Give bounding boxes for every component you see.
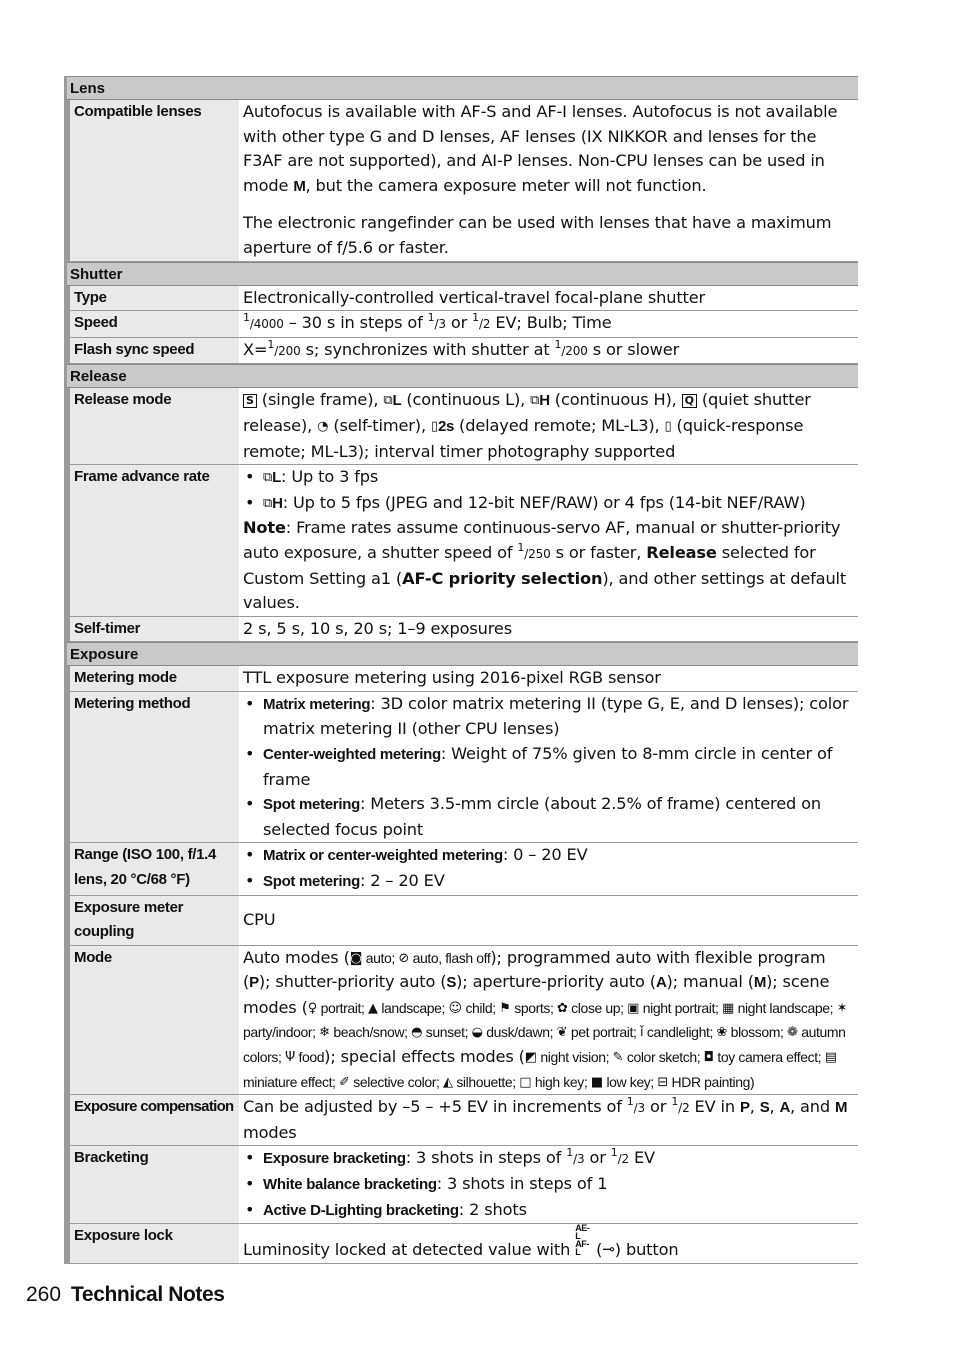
candlelight-icon: ǐ [639,1025,644,1041]
hdr-painting-icon: ⊟ [657,1074,669,1090]
label-flash-sync: Flash sync speed [67,338,239,364]
flash-off-icon: ⊘ [398,950,410,966]
label-meter-coupling: Exposure meter coupling [67,896,239,945]
quiet-release-icon: Q [682,394,697,408]
sports-icon: ⚑ [499,1000,511,1016]
list-item: • Center-weighted metering: Weight of 75% given to 8-mm circle in center of frame [243,742,854,792]
list-item: • Matrix or center-weighted metering: 0 – 20 EV [243,843,854,869]
list-item: • Active D-Lighting bracketing: 2 shots [243,1198,854,1224]
portrait-icon: ♀ [307,1000,318,1016]
auto-camera-icon: ◙ [349,950,363,966]
spec-table [64,76,858,1264]
row-self-timer [67,617,858,643]
value-mode: Auto modes (◙ auto; ⊘ auto, flash off); programmed auto with flexible program (P); shutter-priority auto (S); aperture-priority auto (A); manual (M); scene modes (♀ portrait; ▲ landscape; ☺ child; ⚑ sports; ✿ close up; ▣ night portrait; ▦ night landscape; ✶ party/indoor; ❄ beach/snow; ◓ sunset; ◒ dusk/dawn; ❦ pet portrait; ǐ candlelight; ❀ blossom; ❁ autumn colors; Ψ food); special effects modes (◩ night vision; ✎ color sketch; ◘ toy camera effect; ▤ miniature effect; ✐ selective color; ◭ silhouette; □ high key; ■ low key; ⊟ HDR painting) [243,947,848,1090]
list-item: • White balance bracketing: 3 shots in steps of 1 [243,1172,854,1198]
section-header-exposure: Exposure [67,642,858,666]
key-icon: ⊸ [602,1240,615,1259]
remote-icon: ▯ [664,418,672,434]
page-footer [26,1281,225,1309]
selective-color-icon: ✐ [339,1074,350,1090]
label-shutter-speed: Speed [67,311,239,337]
row-metering-method [67,692,858,844]
remote-icon: ▯ [430,418,438,434]
night-vision-icon: ◩ [524,1050,537,1065]
value-bracketing [239,1146,858,1223]
label-range: Range (ISO 100, f/1.4 lens, 20 °C/68 °F) [67,843,239,894]
continuous-icon: ⧉ [530,393,540,409]
child-icon: ☺ [448,1000,462,1016]
value-shutter-speed: $^1$/4000 – 30 s in steps of $^1$/3 or $^1$/2 EV; Bulb; Time [243,311,612,333]
value-flash-sync: X=$^1$/200 s; synchronizes with shutter at $^1$/200 s or slower [243,337,680,359]
close-up-icon: ✿ [556,1000,568,1016]
label-self-timer: Self-timer [67,617,239,642]
label-metering-mode: Metering mode [67,666,239,691]
row-frame-advance [67,465,858,617]
value-range [239,843,858,894]
list-item: • ⧉H: Up to 5 fps (JPEG and 12-bit NEF/RAW) or 4 fps (14-bit NEF/RAW) [243,491,854,517]
food-icon: Ψ [284,1050,296,1065]
frame-note: Note: Frame rates assume continuous-servo AF, manual or shutter-priority auto exposure, a shutter speed of $^1$/250 s or faster, Release selected for Custom Setting a1 (AF-C priority selection), and other settings at default values. [243,518,847,613]
list-item: • Exposure bracketing: 3 shots in steps of $^1$/3 or $^1$/2 EV [243,1146,854,1172]
ae-l-af-l-icon: AE-L AF-L [575,1223,590,1258]
low-key-icon: ■ [590,1074,603,1090]
row-exposure-comp [67,1095,858,1146]
dusk-dawn-icon: ◒ [471,1025,483,1041]
value-self-timer: 2 s, 5 s, 10 s, 20 s; 1–9 exposures [243,618,512,638]
row-range [67,843,858,895]
pet-icon: ❦ [556,1025,568,1041]
continuous-icon: ⧉ [263,470,273,486]
label-frame-advance: Frame advance rate [67,465,239,616]
value-exposure-comp: Can be adjusted by –5 – +5 EV in increments of $^1$/3 or $^1$/2 EV in P, S, A, and M modes [243,1095,848,1142]
value-shutter-type: Electronically-controlled vertical-travel focal-plane shutter [243,287,706,307]
row-compatible-lenses [67,100,858,262]
blossom-icon: ❀ [716,1025,728,1041]
value-metering-mode: TTL exposure metering using 2016-pixel RGB sensor [243,668,661,688]
party-icon: ✶ [836,1000,848,1016]
night-landscape-icon: ▦ [721,1000,735,1016]
self-timer-icon: ◔ [317,418,329,434]
label-compatible-lenses: Compatible lenses [67,100,239,261]
value-exposure-lock: Luminosity locked at detected value with AE-L AF-L (⊸) button [243,1223,679,1260]
value-frame-advance [239,465,858,616]
row-shutter-type [67,286,858,312]
continuous-icon: ⧉ [383,393,393,409]
footer-title: Technical Notes [71,1283,225,1306]
page-number: 260 [26,1283,62,1306]
label-mode: Mode [67,946,239,1095]
row-mode [67,946,858,1096]
section-header-shutter: Shutter [67,262,858,286]
single-frame-icon: S [243,394,257,408]
list-item: • Spot metering: Meters 3.5-mm circle (about 2.5% of frame) centered on selected focus point [243,792,854,842]
value-release-mode: S (single frame), ⧉L (continuous L), ⧉H (continuous H), Q (quiet shutter release), ◔ (self-timer), ▯2s (delayed remote; ML-L3), ▯ (quick-response remote; ML-L3); interval timer photography supported [243,390,811,461]
list-item: • Spot metering: 2 – 20 EV [243,869,854,895]
miniature-icon: ▤ [824,1050,837,1065]
row-exposure-lock [67,1224,858,1264]
value-meter-coupling: CPU [243,909,276,929]
label-exposure-lock: Exposure lock [67,1224,239,1263]
row-metering-mode [67,666,858,692]
color-sketch-icon: ✎ [612,1050,624,1065]
silhouette-icon: ◭ [442,1074,453,1090]
label-metering-method: Metering method [67,692,239,843]
high-key-icon: □ [519,1074,532,1090]
landscape-icon: ▲ [367,1000,378,1016]
sunset-icon: ◓ [411,1025,423,1041]
autumn-icon: ❁ [787,1025,798,1041]
label-exposure-comp: Exposure compensation [67,1095,239,1145]
toy-camera-icon: ◘ [703,1050,714,1065]
value-compatible-lenses: Autofocus is available with AF-S and AF-I lenses. Autofocus is not available with other type G and D lenses, AF lenses (IX NIKKOR and lenses for the F3AF are not supported), and AI-P lenses. Non-CPU lenses can be used in mode M, but the camera exposure meter will not function. The electronic rangefinder can be used with lenses that have a maximum aperture of f/5.6 or faster. [243,102,838,257]
row-flash-sync [67,338,858,365]
section-header-lens: Lens [67,76,858,100]
label-bracketing: Bracketing [67,1146,239,1223]
section-header-release: Release [67,364,858,388]
row-meter-coupling [67,896,858,946]
label-release-mode: Release mode [67,388,239,464]
continuous-icon: ⧉ [263,495,273,511]
label-shutter-type: Type [67,286,239,311]
row-bracketing [67,1146,858,1224]
beach-snow-icon: ❄ [319,1025,330,1041]
row-shutter-speed [67,311,858,338]
list-item: • ⧉L: Up to 3 fps [243,465,854,491]
row-release-mode [67,388,858,465]
value-metering-method [239,692,858,843]
night-portrait-icon: ▣ [627,1000,640,1016]
list-item: • Matrix metering: 3D color matrix metering II (type G, E, and D lenses); color matrix metering II (other CPU lenses) [243,692,854,742]
